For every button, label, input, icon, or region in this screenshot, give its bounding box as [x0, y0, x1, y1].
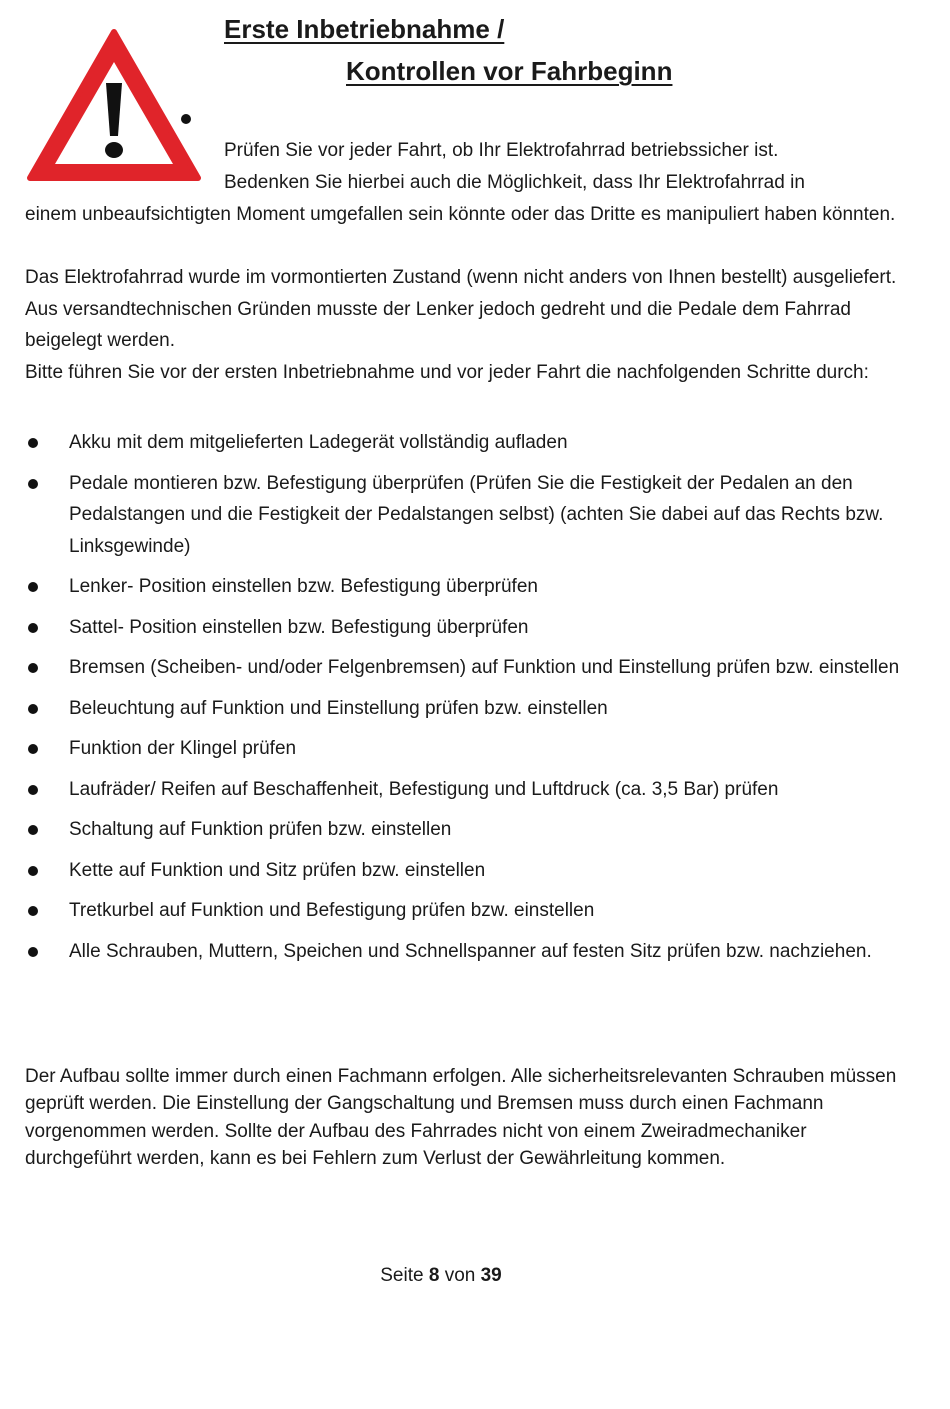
- checklist-item-text: Akku mit dem mitgelieferten Ladegerät vollständig aufladen: [69, 432, 568, 453]
- checklist-item: [25, 693, 905, 725]
- total-pages-number: 39: [480, 1265, 502, 1286]
- checklist-item: [25, 895, 905, 927]
- checklist: [25, 427, 905, 976]
- intro-paragraph-rest: einem unbeaufsichtigten Moment umgefallen sein könnte oder das Dritte es manipuliert haben könnten.: [25, 204, 896, 225]
- checklist-item: [25, 571, 905, 603]
- bullet-icon: [28, 479, 38, 489]
- checklist-item-text: Lenker- Position einstellen bzw. Befestigung überprüfen: [69, 576, 538, 597]
- checklist-item-text: Alle Schrauben, Muttern, Speichen und Schnellspanner auf festen Sitz prüfen bzw. nachziehen.: [69, 940, 872, 962]
- bullet-icon: [28, 744, 38, 754]
- page-footer: [0, 1265, 882, 1287]
- checklist-item: [25, 468, 905, 563]
- checklist-item-text: Kette auf Funktion und Sitz prüfen bzw. einstellen: [69, 859, 486, 881]
- closing-paragraph: Der Aufbau sollte immer durch einen Fachmann erfolgen. Alle sicherheitsrelevanten Schrauben müssen geprüft werden. Die Einstellung der Gangschaltung und Bremsen muss durch einen Fachmann vorgenommen werden. Sollte der Aufbau des Fahrrades nicht von einem Zweiradmechaniker durchgeführt werden, kann es bei Fehlern zum Verlust der Gewährleitung kommen.: [25, 1066, 897, 1170]
- checklist-item: [25, 652, 905, 684]
- checklist-item: [25, 612, 905, 644]
- checklist-item-text: Pedale montieren bzw. Befestigung überprüfen (Prüfen Sie die Festigkeit der Pedalen an den Pedalstangen und die Festigkeit der Pedalstangen selbst) (achten Sie dabei auf das Rechts bzw. Linksgewinde): [69, 472, 884, 557]
- bullet-icon: [28, 947, 38, 957]
- checklist-item-text: Funktion der Klingel prüfen: [69, 738, 297, 759]
- checklist-item: [25, 427, 905, 459]
- checklist-item-text: Laufräder/ Reifen auf Beschaffenheit, Befestigung und Luftdruck (ca. 3,5 Bar) prüfen: [69, 778, 779, 800]
- intro-line-2: Bedenken Sie hierbei auch die Möglichkeit, dass Ihr Elektrofahrrad in: [224, 172, 805, 193]
- page-title-line-2: Kontrollen vor Fahrbeginn: [346, 56, 673, 86]
- footer-separator: von: [444, 1265, 476, 1286]
- checklist-item-text: Sattel- Position einstellen bzw. Befestigung überprüfen: [69, 616, 529, 638]
- checklist-item: [25, 814, 905, 846]
- current-page-number: 8: [428, 1265, 440, 1286]
- bullet-icon: [28, 438, 38, 448]
- bullet-icon: [28, 704, 38, 714]
- footer-prefix: Seite: [380, 1265, 424, 1286]
- bullet-icon: [28, 866, 38, 876]
- checklist-item-text: Beleuchtung auf Funktion und Einstellung prüfen bzw. einstellen: [69, 697, 608, 719]
- delivery-paragraph: Das Elektrofahrrad wurde im vormontierten Zustand (wenn nicht anders von Ihnen bestellt) ausgeliefert. Aus versandtechnischen Gründen musste der Lenker jedoch gedreht und die Pedale dem Fahrrad beigelegt werden.: [25, 267, 897, 351]
- bullet-icon: [28, 785, 38, 795]
- intro-line-1: Prüfen Sie vor jeder Fahrt, ob Ihr Elektrofahrrad betriebssicher ist.: [224, 140, 779, 161]
- bullet-icon: [28, 663, 38, 673]
- warning-triangle-icon: [26, 28, 202, 184]
- bullet-icon: [28, 582, 38, 592]
- checklist-item-text: Bremsen (Scheiben- und/oder Felgenbremsen) auf Funktion und Einstellung prüfen bzw. einstellen: [69, 657, 900, 678]
- instruction-paragraph: Bitte führen Sie vor der ersten Inbetriebnahme und vor jeder Fahrt die nachfolgenden Schritte durch:: [25, 362, 869, 383]
- decorative-dot: [181, 114, 191, 124]
- checklist-item-text: Tretkurbel auf Funktion und Befestigung prüfen bzw. einstellen: [69, 900, 595, 921]
- bullet-icon: [28, 825, 38, 835]
- checklist-item: [25, 733, 905, 765]
- checklist-item: [25, 774, 905, 806]
- checklist-item: [25, 936, 905, 968]
- checklist-item-text: Schaltung auf Funktion prüfen bzw. einstellen: [69, 819, 452, 840]
- bullet-icon: [28, 906, 38, 916]
- checklist-item: [25, 855, 905, 887]
- bullet-icon: [28, 623, 38, 633]
- page-title-line-1: Erste Inbetriebnahme /: [224, 14, 505, 44]
